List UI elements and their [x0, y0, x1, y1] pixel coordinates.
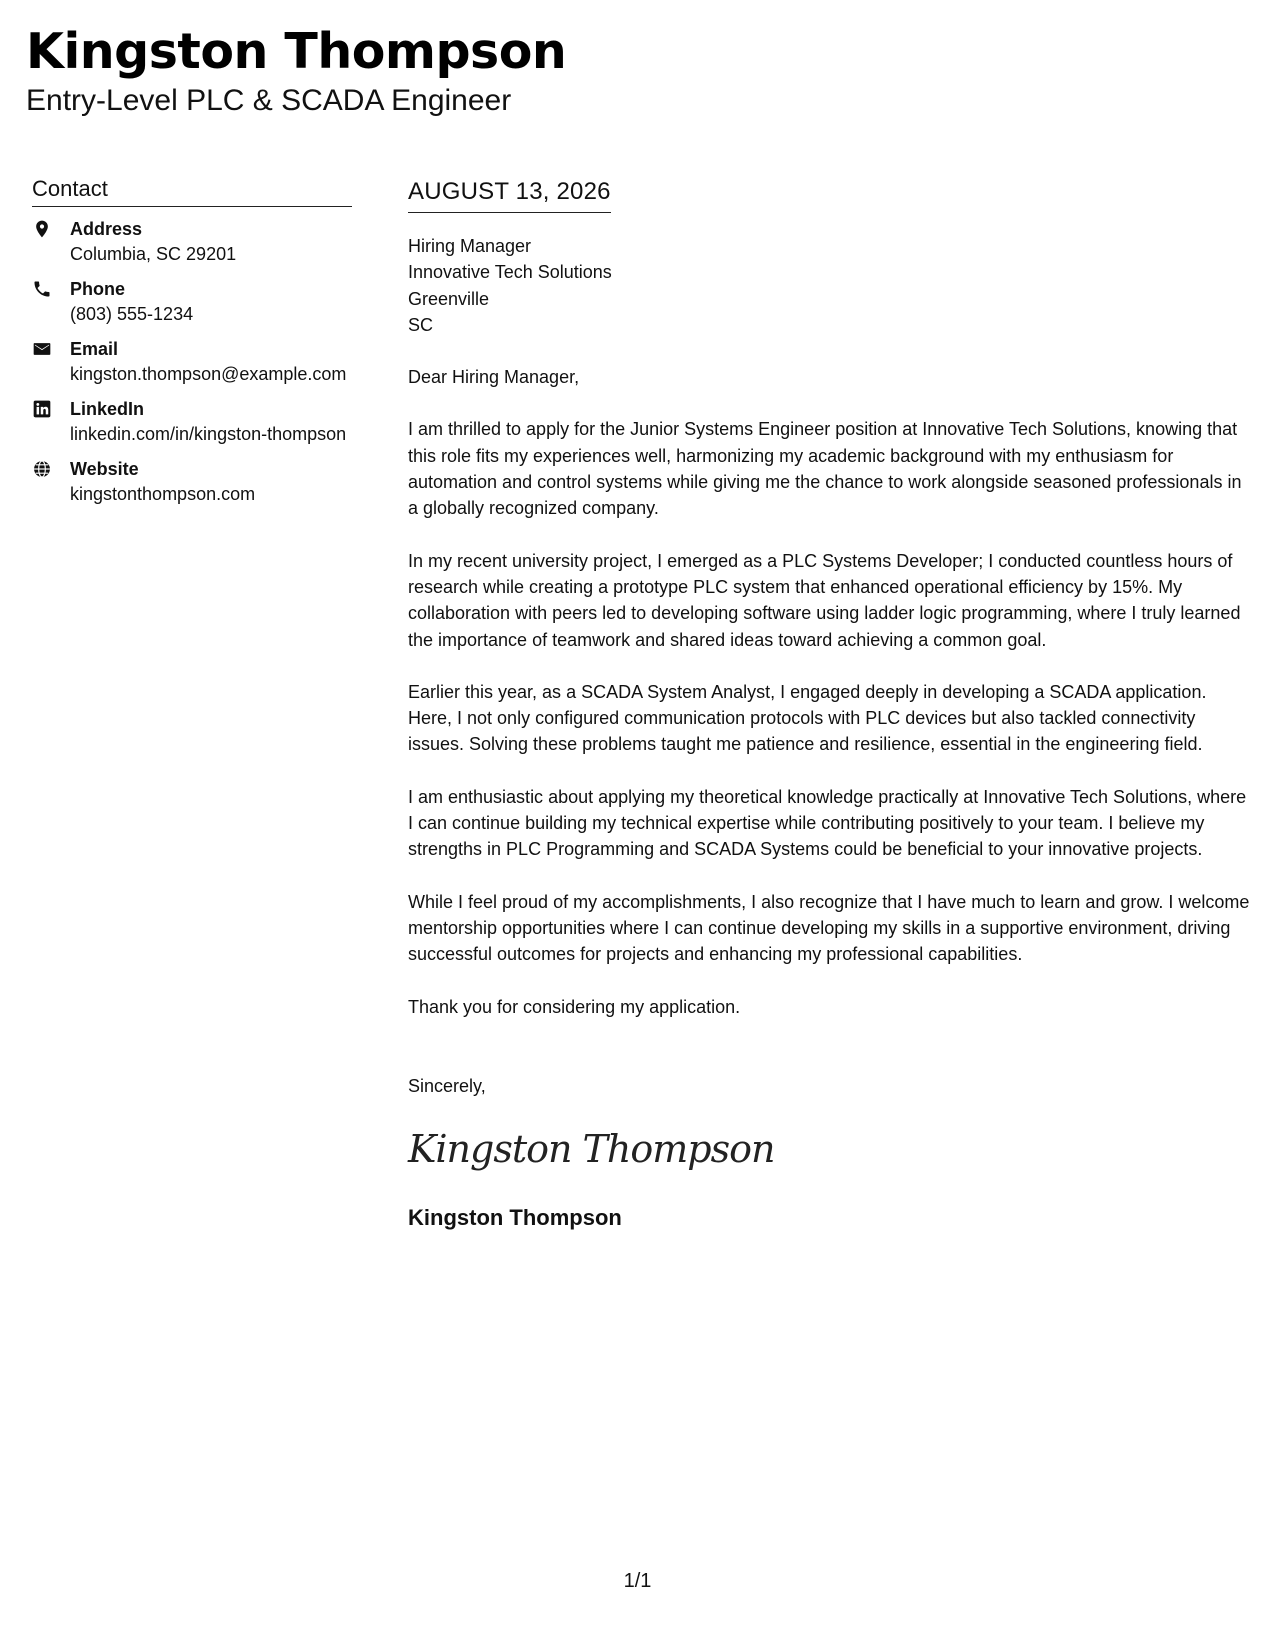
- contact-label: Website: [70, 459, 139, 479]
- location-pin-icon: [32, 217, 70, 239]
- contact-value[interactable]: kingston.thompson@example.com: [70, 364, 347, 384]
- contact-item-phone: [32, 277, 352, 327]
- cover-letter-body: [408, 176, 1250, 1233]
- contact-label: LinkedIn: [70, 399, 145, 419]
- signer-name: Kingston Thompson: [408, 1205, 622, 1231]
- applicant-title: Entry-Level PLC & SCADA Engineer: [26, 84, 512, 117]
- recipient-line: SC: [408, 314, 434, 335]
- recipient-block: [408, 233, 1250, 338]
- letter-paragraph: I am enthusiastic about applying my theoretical knowledge practically at Innovative Tech Solutions, where I can continue building my technical expertise while contributing positively to your team. I believe my strengths in PLC Programming and SCADA Systems could be beneficial to your innovative projects.: [408, 786, 1247, 860]
- contact-value[interactable]: kingstonthompson.com: [70, 484, 256, 504]
- contact-label: Address: [70, 219, 143, 239]
- letter-paragraph: Earlier this year, as a SCADA System Analyst, I engaged deeply in developing a SCADA application. Here, I not only configured communication protocols with PLC devices but also tackled connectivity issues. Solving these problems taught me patience and resilience, essential in the engineering field.: [408, 681, 1207, 755]
- recipient-line: Greenville: [408, 288, 490, 309]
- contact-label: Phone: [70, 279, 126, 299]
- globe-icon: [32, 457, 70, 479]
- contact-value: Columbia, SC 29201: [70, 244, 237, 264]
- phone-icon: [32, 277, 70, 299]
- signature-script: Kingston Thompson: [408, 1127, 775, 1172]
- page-number: 1/1: [623, 1570, 652, 1592]
- recipient-line: Hiring Manager: [408, 236, 532, 256]
- handwritten-signature: [408, 1121, 775, 1179]
- letter-date: AUGUST 13, 2026: [408, 176, 611, 213]
- contact-heading: Contact: [32, 174, 352, 207]
- contact-sidebar: [32, 174, 352, 517]
- applicant-name: Kingston Thompson: [26, 23, 567, 80]
- contact-item-email: [32, 337, 352, 387]
- contact-item-linkedin: [32, 397, 352, 447]
- recipient-line: Innovative Tech Solutions: [408, 262, 612, 283]
- contact-label: Email: [70, 339, 119, 359]
- closing: Sincerely,: [408, 1075, 486, 1096]
- envelope-icon: [32, 337, 70, 359]
- letter-paragraph: I am thrilled to apply for the Junior Systems Engineer position at Innovative Tech Solutions, knowing that this role fits my experiences well, harmonizing my academic background with my enthusiasm for automation and control systems while giving me the chance to work alongside seasoned professionals in a globally recognized company.: [408, 419, 1242, 519]
- contact-item-address: [32, 217, 352, 267]
- resume-header: [26, 20, 566, 118]
- letter-paragraph: In my recent university project, I emerged as a PLC Systems Developer; I conducted countless hours of research while creating a prototype PLC system that enhanced operational efficiency by 15%. My collaboration with peers led to developing software using ladder logic programming, where I truly learned the importance of teamwork and shared ideas toward achieving a common goal.: [408, 550, 1241, 650]
- salutation: Dear Hiring Manager,: [408, 367, 580, 388]
- contact-item-website: [32, 457, 352, 507]
- linkedin-icon: [32, 397, 70, 419]
- contact-value: (803) 555-1234: [70, 304, 194, 324]
- contact-value[interactable]: linkedin.com/in/kingston-thompson: [70, 424, 347, 444]
- letter-paragraph: Thank you for considering my application.: [408, 996, 741, 1017]
- letter-paragraph: While I feel proud of my accomplishments, I also recognize that I have much to learn and grow. I welcome mentorship opportunities where I can continue developing my skills in a supportive environment, driving successful outcomes for projects and enhancing my professional capabilities.: [408, 891, 1250, 965]
